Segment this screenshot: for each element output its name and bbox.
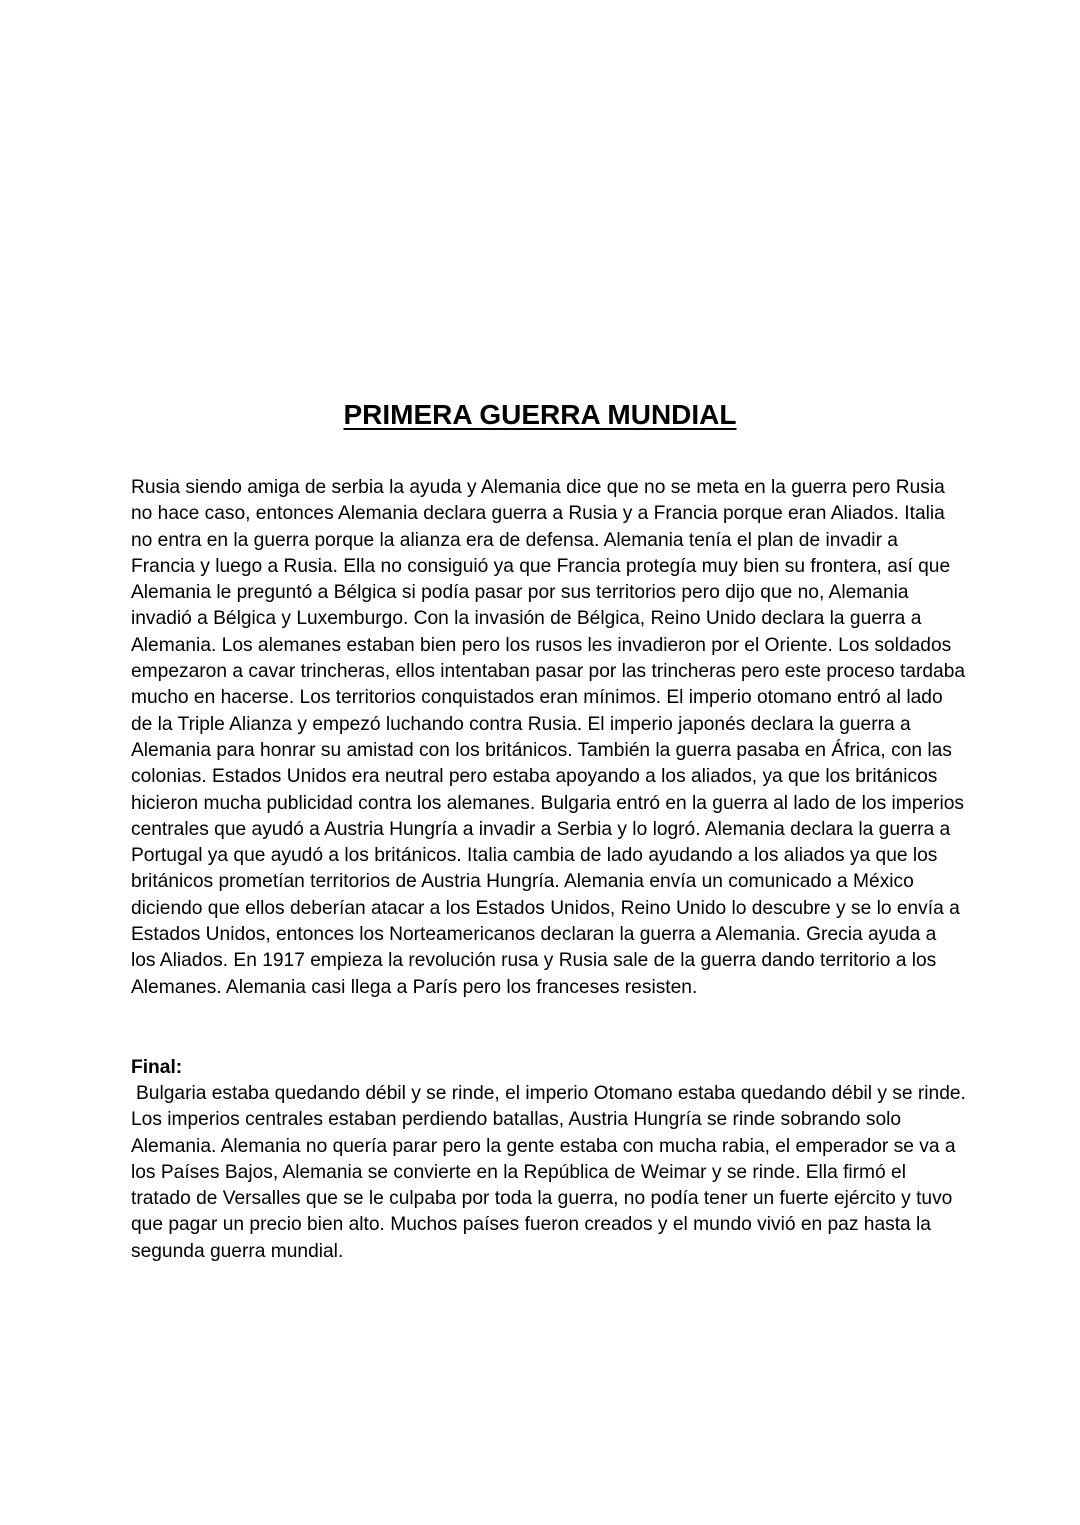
paragraph-final: Bulgaria estaba quedando débil y se rinde, el imperio Otomano estaba quedando débil y se rinde. Los imperios centrales estaban perdiendo batallas, Austria Hungría se rinde sobrando solo Alemania. Alemania no quería parar pero la gente estaba con mucha rabia, el emperador se va a los Países Bajos, Alemania se convierte en la República de Weimar y se rinde. Ella firmó el tratado de Versalles que se le culpaba por toda la guerra, no podía tener un fuerte ejército y tuvo que pagar un precio bien alto. Muchos países fueron creados y el mundo vivió en paz hasta la segunda guerra mundial. xyxy=(131,1083,966,1262)
final-heading: Final: xyxy=(131,1057,183,1078)
document-title: PRIMERA GUERRA MUNDIAL xyxy=(343,399,737,430)
paragraph-main: Rusia siendo amiga de serbia la ayuda y Alemania dice que no se meta en la guerra pero Rusia no hace caso, entonces Alemania declara guerra a Rusia y a Francia porque eran Aliados. Italia no entra en la guerra porque la alianza era de defensa. Alemania tenía el plan de invadir a Francia y luego a Rusia. Ella no consiguió ya que Francia protegía muy bien su frontera, así que Alemania le preguntó a Bélgica si podía pasar por sus territorios pero dijo que no, Alemania invadió a Bélgica y Luxemburgo. Con la invasión de Bélgica, Reino Unido declara la guerra a Alemania. Los alemanes estaban bien pero los rusos les invadieron por el Oriente. Los soldados empezaron a cavar trincheras, ellos intentaban pasar por las trincheras pero este proceso tardaba mucho en hacerse. Los territorios conquistados eran mínimos. El imperio otomano entró al lado de la Triple Alianza y empezó luchando contra Rusia. El imperio japonés declara la guerra a Alemania para honrar su amistad con los británicos. También la guerra pasaba en África, con las colonias. Estados Unidos era neutral pero estaba apoyando a los aliados, ya que los británicos hicieron mucha publicidad contra los alemanes. Bulgaria entró en la guerra al lado de los imperios centrales que ayudó a Austria Hungría a invadir a Serbia y lo logró. Alemania declara la guerra a Portugal ya que ayudó a los británicos. Italia cambia de lado ayudando a los aliados ya que los británicos prometían territorios de Austria Hungría. Alemania envía un comunicado a México diciendo que ellos deberían atacar a los Estados Unidos, Reino Unido lo descubre y se lo envía a Estados Unidos, entonces los Norteamericanos declaran la guerra a Alemania. Grecia ayuda a los Aliados. En 1917 empieza la revolución rusa y Rusia sale de la guerra dando territorio a los Alemanes. Alemania casi llega a París pero los franceses resisten. xyxy=(131,477,966,998)
